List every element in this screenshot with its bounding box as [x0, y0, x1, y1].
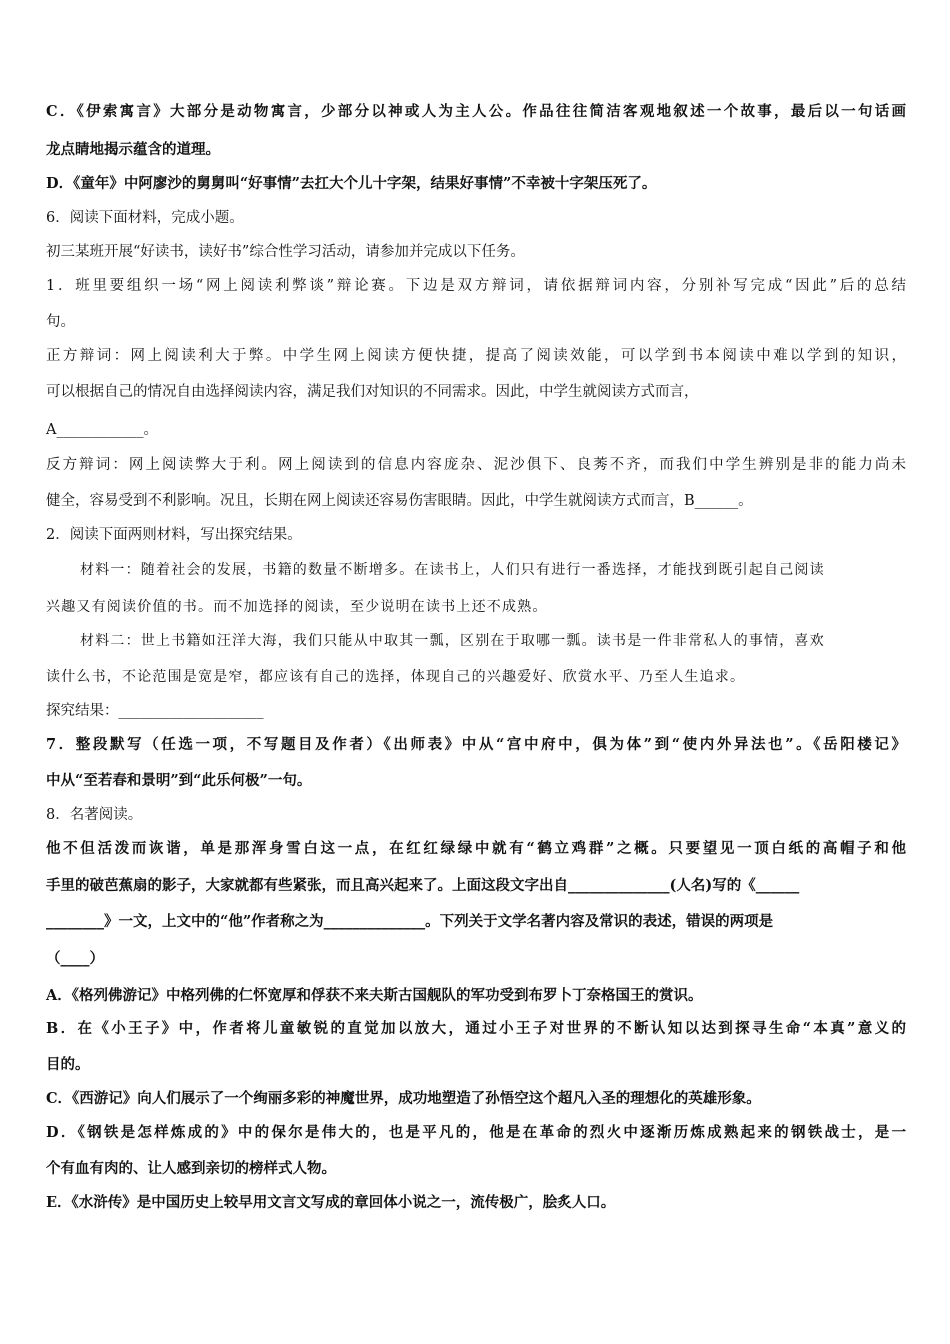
- task-1-line-1: 1．班里要组织一场“网上阅读利弊谈”辩论赛。下边是双方辩词，请依据辩词内容，分别补写完成“因此”后的总结: [46, 278, 906, 294]
- choice-d-line-2: 个有血有肉的、让人感到亲切的榜样式人物。: [46, 1160, 336, 1177]
- passage-line-1: 他不但活泼而诙谐，单是那浑身雪白这一点，在红红绿绿中就有“鹤立鸡群”之概。只要望见一顶白纸的高帽子和他: [46, 840, 906, 857]
- passage-line-2: 手里的破芭蕉扇的影子，大家就都有些紧张，而且高兴起来了。上面这段文字出自______________(人名)写的《______: [46, 877, 800, 894]
- option-c-line-2: 龙点睛地揭示蕴含的道理。: [46, 141, 220, 158]
- choice-d-line-1: D．《钢铁是怎样炼成的》中的保尔是伟大的，也是平凡的，他是在革命的烈火中逐渐历炼成熟起来的钢铁战士，是一: [46, 1124, 906, 1141]
- choice-a: A．《格列佛游记》中格列佛的仁怀宽厚和俘获不来夫斯古国舰队的军功受到布罗卜丁奈格国王的赏识。: [46, 987, 703, 1004]
- question-7-line-1: 7．整段默写（任选一项，不写题目及作者）《出师表》中从“宫中府中，俱为体”到“使内外异法也”。《岳阳楼记》: [46, 736, 906, 753]
- option-c-line-1: C．《伊索寓言》大部分是动物寓言，少部分以神或人为主人公。作品往往简洁客观地叙述一个故事，最后以一句话画: [46, 103, 906, 120]
- pro-argument-line-2: 可以根据自己的情况自由选择阅读内容，满足我们对知识的不同需求。因此，中学生就阅读方式而言，: [46, 384, 699, 400]
- answer-blank-a: A____________。: [46, 422, 158, 438]
- material-2-line-1: 材料二：世上书籍如汪洋大海，我们只能从中取其一瓢，区别在于取哪一瓢。读书是一件非常私人的事情，喜欢: [80, 633, 825, 649]
- material-1-line-1: 材料一：随着社会的发展，书籍的数量不断增多。在读书上，人们只有进行一番选择，才能找到既引起自己阅读: [80, 562, 825, 578]
- option-d: D．《童年》中阿廖沙的舅舅叫“好事情”去扛大个儿十字架，结果好事情”不幸被十字架压死了。: [46, 175, 657, 192]
- task-2-title: 2．阅读下面两则材料，写出探究结果。: [46, 527, 302, 543]
- choice-c: C．《西游记》向人们展示了一个绚丽多彩的神魔世界，成功地塑造了孙悟空这个超凡入圣的理想化的英雄形象。: [46, 1090, 761, 1107]
- material-2-line-2: 读什么书，不论范围是宽是窄，都应该有自己的选择，体现自己的兴趣爱好、欣赏水平、乃至人生追求。: [46, 669, 746, 685]
- choice-b-line-2: 目的。: [46, 1056, 90, 1073]
- question-6-title: 6．阅读下面材料，完成小题。: [46, 210, 244, 226]
- question-7-line-2: 中从“至若春和景明”到“此乐何极”一句。: [46, 772, 312, 789]
- con-argument-line-1: 反方辩词：网上阅读弊大于利。网上阅读到的信息内容庞杂、泥沙俱下、良莠不齐，而我们中学生辨别是非的能力尚未: [46, 457, 906, 473]
- pro-argument-line-1: 正方辩词：网上阅读利大于弊。中学生网上阅读方便快捷，提高了阅读效能，可以学到书本阅读中难以学到的知识，: [46, 348, 906, 364]
- choice-blank: （____）: [46, 950, 104, 967]
- con-argument-line-2: 健全，容易受到不利影响。况且，长期在网上阅读还容易伤害眼睛。因此，中学生就阅读方式而言，B______。: [46, 493, 753, 509]
- choice-b-line-1: B．在《小王子》中，作者将儿童敏锐的直觉加以放大，通过小王子对世界的不断认知以达到探寻生命“本真”意义的: [46, 1020, 906, 1037]
- passage-line-3: ________》一文，上文中的“他”作者称之为______________。下列关于文学名著内容及常识的表述，错误的两项是: [46, 913, 774, 930]
- activity-intro: 初三某班开展“好读书，读好书”综合性学习活动，请参加并完成以下任务。: [46, 244, 525, 260]
- explore-result: 探究结果：____________________: [46, 703, 264, 719]
- task-1-line-2: 句。: [46, 314, 75, 330]
- choice-e: E．《水浒传》是中国历史上较早用文言文写成的章回体小说之一，流传极广，脍炙人口。: [46, 1194, 616, 1211]
- question-8-title: 8．名著阅读。: [46, 807, 143, 823]
- material-1-line-2: 兴趣又有阅读价值的书。而不加选择的阅读，至少说明在读书上还不成熟。: [46, 599, 548, 615]
